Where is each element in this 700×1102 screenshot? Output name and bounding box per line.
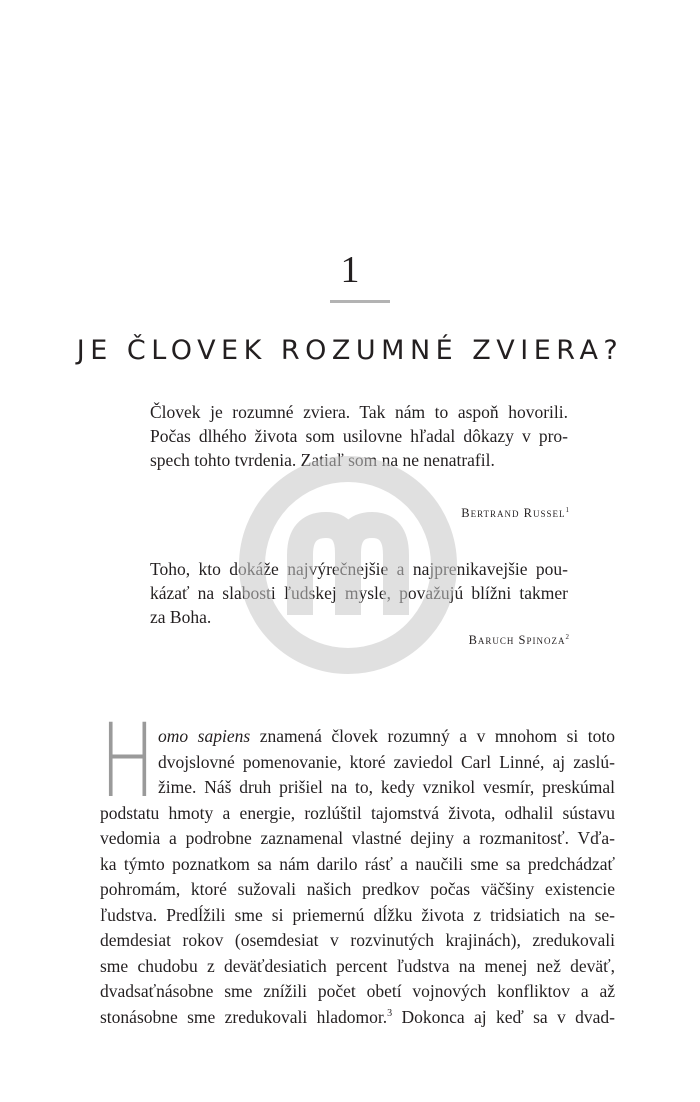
body-line: sme chudobu z deväťdesiatich percent ľudstva na menej než deväť,	[100, 955, 615, 976]
epigraph-line: Počas dlhého života som usilovne hľadal dôkazy v pro-	[150, 426, 568, 446]
footnote-marker: 3	[387, 1007, 393, 1019]
epigraph-line: spech tohto tvrdenia. Zatiaľ som na ne nenatrafil.	[150, 450, 495, 470]
body-line: ka týmto poznatkom sa nám darilo rásť a naučili sme sa predchádzať	[100, 853, 615, 874]
epigraph-line: Toho, kto dokáže najvýrečnejšie a najprenikavejšie pou-	[150, 559, 568, 579]
body-text	[100, 724, 615, 1030]
drop-cap: H	[100, 702, 156, 821]
chapter-title: JE ČLOVEK ROZUMNÉ ZVIERA?	[76, 335, 624, 366]
body-line	[100, 1005, 615, 1031]
attribution-author: Bertrand Russel	[461, 506, 566, 521]
body-line: podstatu hmoty a energie, rozlúštil tajomstvá života, odhalil sústavu	[100, 802, 615, 823]
m-logo-watermark-icon	[238, 455, 458, 675]
body-line-text: znamená človek rozumný a v mnohom si toto	[250, 726, 615, 746]
body-line	[100, 724, 615, 750]
epigraph-line: Človek je rozumné zviera. Tak nám to aspoň hovorili.	[150, 402, 568, 422]
epigraph-line: za Boha.	[150, 607, 212, 627]
footnote-marker: 1	[565, 506, 570, 514]
body-line: demdesiat rokov (osemdesiat v rozvinutých krajinách), zredukovali	[100, 930, 615, 950]
body-line-text: stonásobne sme zredukovali hladomor.	[100, 1006, 388, 1027]
body-line: dvadsaťnásobne sme znížili počet obetí vojnových konfliktov a až	[100, 981, 615, 1001]
body-line: dvojslovné pomenovanie, ktoré zaviedol Carl Linné, aj zaslú-	[158, 751, 615, 772]
footnote-marker: 2	[565, 633, 570, 641]
body-line: ľudstva. Predĺžili sme si priemernú dĺžku života z tridsiatich na se-	[100, 904, 615, 925]
epigraph-line: kázať na slabosti ľudskej mysle, považujú blížni takmer	[150, 583, 568, 603]
chapter-number: 1	[340, 249, 360, 291]
body-line-text: Dokonca aj keď sa v dvad-	[392, 1006, 615, 1027]
body-line: vedomia a podrobne zaznamenal vlastné dejiny a rozmanitosť. Vďa-	[100, 828, 615, 848]
body-line: pohromám, ktoré sužovali našich predkov počas väčšiny existencie	[100, 879, 615, 899]
attribution-author: Baruch Spinoza	[468, 633, 566, 648]
italic-term: omo sapiens	[158, 726, 251, 746]
body-line: žime. Náš druh prišiel na to, kedy vznikol vesmír, preskúmal	[158, 777, 615, 797]
chapter-rule	[330, 300, 390, 303]
